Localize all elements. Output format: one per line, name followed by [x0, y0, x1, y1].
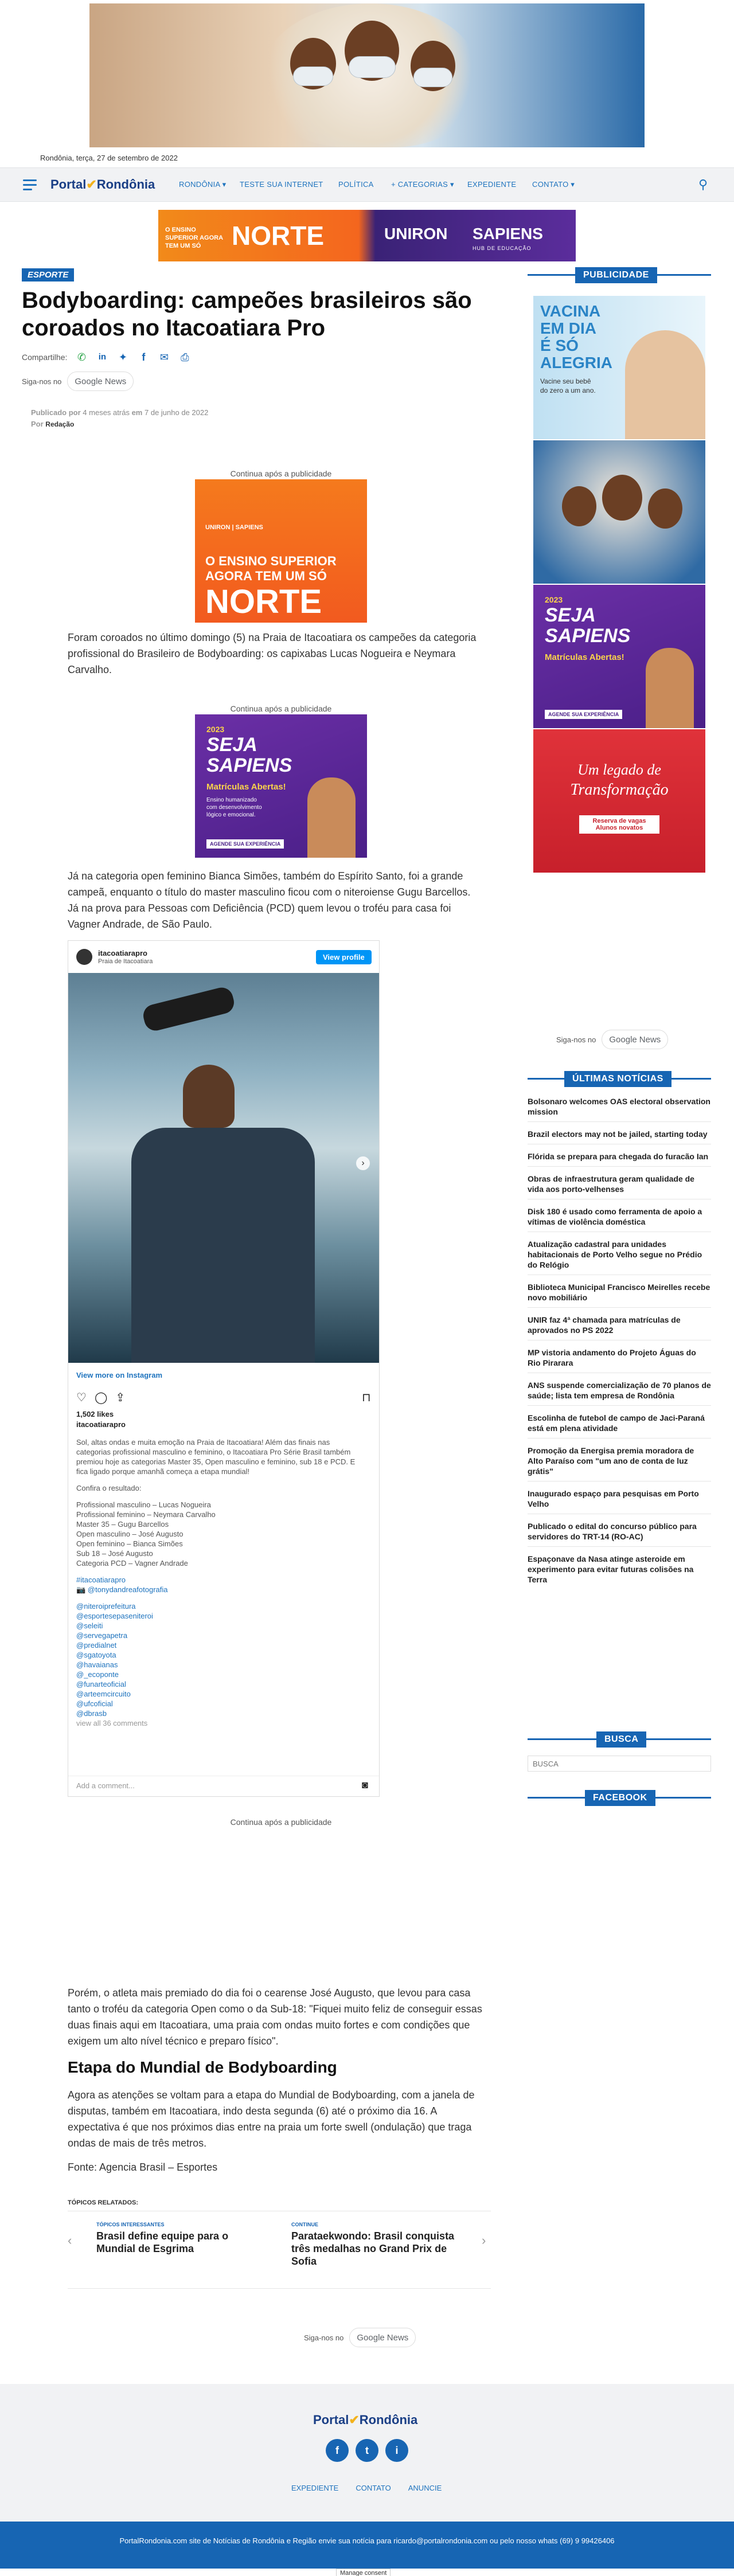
- ig-likes: 1,502 likes: [76, 1410, 114, 1418]
- list-item[interactable]: Bolsonaro welcomes OAS electoral observation mission: [528, 1096, 711, 1122]
- email-icon[interactable]: ✉: [159, 351, 169, 363]
- nav-teste-internet[interactable]: TESTE SUA INTERNET: [240, 180, 323, 189]
- ig-actions: [76, 1390, 125, 1405]
- share-icon[interactable]: ⇪: [115, 1391, 126, 1404]
- search-icon[interactable]: ⚲: [698, 177, 708, 191]
- ig-caption-user[interactable]: itacoatiarapro: [76, 1420, 126, 1429]
- article-title: Bodyboarding: campeões brasileiros são coroados no Itacoatiara Pro: [22, 288, 472, 341]
- banner-brand: SAPIENS: [473, 225, 543, 243]
- source-line: Fonte: Agencia Brasil – Esportes: [68, 2161, 218, 2173]
- follow-label: Siga-nos no: [22, 377, 62, 386]
- section-label[interactable]: ESPORTE: [22, 268, 74, 282]
- chevron-left-icon[interactable]: ‹: [68, 2233, 72, 2247]
- list-item[interactable]: Inaugurado espaço para pesquisas em Porto Velho: [528, 1488, 711, 1514]
- banner-brand: UNIRON: [384, 225, 448, 243]
- nav-expediente[interactable]: EXPEDIENTE: [467, 180, 517, 189]
- list-item[interactable]: Atualização cadastral para unidades habitacionais de Porto Velho segue no Prédio do Relógio: [528, 1239, 711, 1275]
- list-item[interactable]: MP vistoria andamento do Projeto Águas do Rio Pirarara: [528, 1347, 711, 1373]
- paragraph-3: Porém, o atleta mais premiado do dia foi o cearense José Augusto, que levou para casa tanto o troféu da categoria Open como o da Sub-18: "Fiquei muito feliz de conseguir essas duas finais aqui em Itacoatiara, uma praia com ondas muito fortes e com condições que exigem um alto nível técnico e preparo físico".: [68, 1987, 482, 2047]
- view-comments-link[interactable]: view all 36 comments: [76, 1719, 148, 1727]
- share-label: Compartilhe:: [22, 353, 68, 362]
- follow-google-news: [22, 372, 134, 391]
- section-heading: Etapa do Mundial de Bodyboarding: [68, 2058, 337, 2076]
- author-link[interactable]: Redação: [45, 420, 75, 428]
- google-news-button[interactable]: Google News: [349, 2328, 416, 2347]
- ig-location[interactable]: Praia de Itacoatiara: [98, 958, 153, 965]
- google-label: Google: [75, 376, 103, 386]
- chevron-right-icon[interactable]: ›: [482, 2233, 486, 2247]
- list-item[interactable]: ANS suspende comercialização de 70 planos de saúde; lista tem empresa de Rondônia: [528, 1380, 711, 1406]
- mask-icon: [293, 67, 333, 86]
- ad-note: Continua após a publicidade: [230, 704, 332, 713]
- instagram-icon[interactable]: i: [385, 2439, 408, 2462]
- twitter-icon[interactable]: ✦: [118, 351, 127, 363]
- sidebar-publicidade-title: PUBLICIDADE: [575, 267, 657, 283]
- site-logo[interactable]: Portal✔Rondônia: [50, 177, 155, 191]
- ig-account[interactable]: itacoatiarapro: [98, 949, 147, 957]
- sidebar-ultimas-title: ÚLTIMAS NOTÍCIAS: [564, 1071, 671, 1087]
- ad-note: Continua após a publicidade: [230, 469, 332, 478]
- related-next-link[interactable]: Parataekwondo: Brasil conquista três medalhas no Grand Prix de Sofia: [291, 2230, 455, 2267]
- google-news-button[interactable]: Google News: [602, 1030, 668, 1049]
- sidebar-busca-title: BUSCA: [596, 1731, 646, 1748]
- mask-icon: [413, 68, 452, 87]
- copyright-text: PortalRondonia.com site de Notícias de Rondônia e Região envie sua notícia para ricardo@portalrondonia.com ou pelo nosso whats (69) 9 99426406: [119, 2536, 615, 2545]
- nav-politica[interactable]: POLÍTICA: [338, 180, 374, 189]
- instagram-icon[interactable]: ◙: [362, 1779, 368, 1791]
- list-item[interactable]: Disk 180 é usado como ferramenta de apoio a vítimas de violência doméstica: [528, 1206, 711, 1232]
- instagram-embed: [68, 940, 380, 1797]
- list-item[interactable]: Biblioteca Municipal Francisco Meirelles recebe novo mobiliário: [528, 1282, 711, 1308]
- inline-ad-sapiens[interactable]: 2023 SEJA SAPIENS Matrículas Abertas! Ensino humanizado com desenvolvimento lógico e emocional. AGENDE SUA EXPERIÊNCIA: [195, 714, 367, 858]
- list-item[interactable]: Flórida se prepara para chegada do furacão Ian: [528, 1151, 711, 1167]
- view-more-link[interactable]: View more on Instagram: [76, 1371, 163, 1379]
- author-meta: Por Redação: [31, 420, 75, 428]
- next-slide-icon[interactable]: ›: [356, 1156, 370, 1170]
- twitter-icon[interactable]: t: [356, 2439, 378, 2462]
- list-item[interactable]: Brazil electors may not be jailed, starting today: [528, 1129, 711, 1144]
- add-comment-input[interactable]: Add a comment...: [76, 1781, 135, 1790]
- related-kicker: TÓPICOS INTERESSANTES: [96, 2222, 165, 2227]
- list-item[interactable]: Escolinha de futebol de campo de Jaci-Paraná está em plena atividade: [528, 1413, 711, 1439]
- sidebar-facebook-title: FACEBOOK: [585, 1790, 655, 1806]
- bodyboard-shape: [141, 985, 236, 1033]
- list-item[interactable]: Obras de infraestrutura geram qualidade de vida aos porto-velhenses: [528, 1174, 711, 1199]
- list-item[interactable]: Publicado o edital do concurso público para servidores do TRT-14 (RO-AC): [528, 1521, 711, 1547]
- banner-brand-sub: HUB DE EDUCAÇÃO: [473, 245, 532, 251]
- footer: [0, 2384, 734, 2522]
- manage-consent-button[interactable]: Manage consent: [336, 2569, 391, 2576]
- sidebar-ad-masks[interactable]: [533, 440, 705, 584]
- follow-google-news-bottom: [304, 2328, 416, 2347]
- main-navbar: [0, 167, 734, 202]
- related-kicker: CONTINUE: [291, 2222, 318, 2227]
- follow-label: Siga-nos no: [304, 2333, 344, 2342]
- sidebar-ad-sapiens[interactable]: 2023 SEJA SAPIENS Matrículas Abertas! AGENDE SUA EXPERIÊNCIA: [533, 585, 705, 728]
- top-ad-banner[interactable]: [89, 3, 645, 147]
- header-date: Rondônia, terça, 27 de setembro de 2022: [40, 154, 178, 162]
- menu-icon[interactable]: [23, 179, 37, 193]
- baby-photo: [625, 330, 705, 439]
- crowd-shape: [131, 1128, 315, 1363]
- banner-text: O ENSINO SUPERIOR AGORA TEM UM SÓ: [165, 226, 223, 249]
- list-item[interactable]: Promoção da Energisa premia moradora de Alto Paraíso com "um ano de conta de luz grátis": [528, 1445, 711, 1482]
- inline-ad-norte[interactable]: UNIRON | SAPIENS O ENSINO SUPERIOR AGORA TEM UM SÓ NORTE: [195, 479, 367, 623]
- ig-photo[interactable]: [68, 973, 379, 1363]
- nav-rondonia[interactable]: RONDÔNIA ▾: [179, 180, 227, 189]
- footer-logo[interactable]: Portal✔Rondônia: [313, 2413, 418, 2427]
- avatar[interactable]: [76, 949, 92, 965]
- linkedin-icon[interactable]: in: [98, 352, 107, 362]
- copyright-bar: [0, 2522, 734, 2569]
- ad-child-photo: [307, 777, 356, 858]
- banner-headline: NORTE: [232, 221, 324, 251]
- view-profile-button[interactable]: View profile: [316, 950, 372, 964]
- related-prev-link[interactable]: Brasil define equipe para o Mundial de Esgrima: [96, 2230, 229, 2254]
- bookmark-icon[interactable]: ⊓: [362, 1391, 371, 1404]
- whatsapp-icon[interactable]: ✆: [77, 351, 86, 363]
- publish-meta: Publicado por 4 meses atrás em 7 de junho de 2022: [31, 408, 209, 417]
- paragraph-2: Já na categoria open feminino Bianca Simões, também do Espírito Santo, foi a grande campeã, enquanto o título do master masculino ficou com o niteroiense Gugu Barcellos. Já na prova para Pessoas com Deficiência (PCD) quem levou o troféu para casa foi Vagner Andrade, de São Paulo.: [68, 870, 471, 930]
- paragraph-4: Agora as atenções se voltam para a etapa do Mundial de Bodyboarding, com a janela de disputas, também em Itacoatiara, indo desta segunda (6) até o próximo dia 16. A expectativa é que nos próximos dias entre na praia um forte swell (ondulação) que traga ondas de mais de três metros.: [68, 2089, 475, 2149]
- nav-categorias[interactable]: + CATEGORIAS ▾: [391, 180, 454, 189]
- google-news-button[interactable]: [67, 372, 134, 391]
- sidebar-follow-google-news: Siga-nos no Google News: [556, 1030, 668, 1049]
- ig-caption: Sol, altas ondas e muita emoção na Praia de Itacoatiara! Além das finais nas categorias profissional masculino e feminino, o Itacoatiara Pro Série Brasil também premiou hoje as categorias Master 35, Open masculino e feminino, sub 18 e PCD. E fica ligado porque amanhã começa a etapa mundial! Confira o resultado: Profissional masculino – Lucas Nogueira Profissional feminino – Neymara Carvalho Master 35 – Gugu Barcellos Open masculino – José Augusto Open feminino – Bianca Simões Sub 18 – José Augusto Categoria PCD – Vagner Andrade #itacoatiarapro 📷 @tonydandreafotografia @niteroiprefeitura @esportesepaseniteroi @seleiti @servegapetra @predialnet @sgatoyota @havaianas @_ecoponte @funarteoficial @arteemcircuito @ufcoficial @dbrasb view all 36 comments: [76, 1437, 363, 1728]
- athlete-shape: [183, 1065, 235, 1128]
- related-nav: [68, 2211, 491, 2289]
- print-icon[interactable]: ⎙: [181, 351, 189, 363]
- nav-contato[interactable]: CONTATO ▾: [532, 180, 575, 189]
- mask-icon: [349, 56, 396, 78]
- paragraph-1: Foram coroados no último domingo (5) na Praia de Itacoatiara os campeões da categoria profissional do Brasileiro de Bodyboarding: os capixabas Lucas Nogueira e Neymara Carvalho.: [68, 632, 477, 675]
- sidebar-ad-legado[interactable]: Um legado de Transformação Reserva de vagas Alunos novatos: [533, 729, 705, 873]
- latest-news-list: [528, 1096, 711, 1589]
- comment-icon[interactable]: ◯: [94, 1391, 108, 1404]
- related-label: TÓPICOS RELATADOS:: [68, 2199, 139, 2206]
- footer-link-contato[interactable]: CONTATO: [356, 2484, 391, 2492]
- social-links: [326, 2439, 408, 2462]
- footer-link-anuncie[interactable]: ANUNCIE: [408, 2484, 442, 2492]
- footer-links: [291, 2484, 442, 2492]
- heart-icon[interactable]: ♡: [76, 1391, 87, 1404]
- news-label: News: [104, 376, 127, 386]
- ad-note: Continua após a publicidade: [230, 1817, 332, 1827]
- facebook-icon[interactable]: f: [142, 351, 146, 363]
- list-item[interactable]: UNIR faz 4ª chamada para matrículas de aprovados no PS 2022: [528, 1315, 711, 1340]
- facebook-icon[interactable]: f: [326, 2439, 349, 2462]
- list-item[interactable]: Espaçonave da Nasa atinge asteroide em experimento para evitar futuras colisões na Terra: [528, 1554, 694, 1584]
- header-ad-banner[interactable]: [158, 210, 576, 261]
- sidebar-ad-vacina[interactable]: VACINA EM DIA É SÓ ALEGRIA Vacine seu bebê do zero a um ano.: [533, 296, 705, 439]
- search-input[interactable]: [528, 1756, 711, 1772]
- share-bar: [22, 351, 191, 363]
- footer-link-expediente[interactable]: EXPEDIENTE: [291, 2484, 339, 2492]
